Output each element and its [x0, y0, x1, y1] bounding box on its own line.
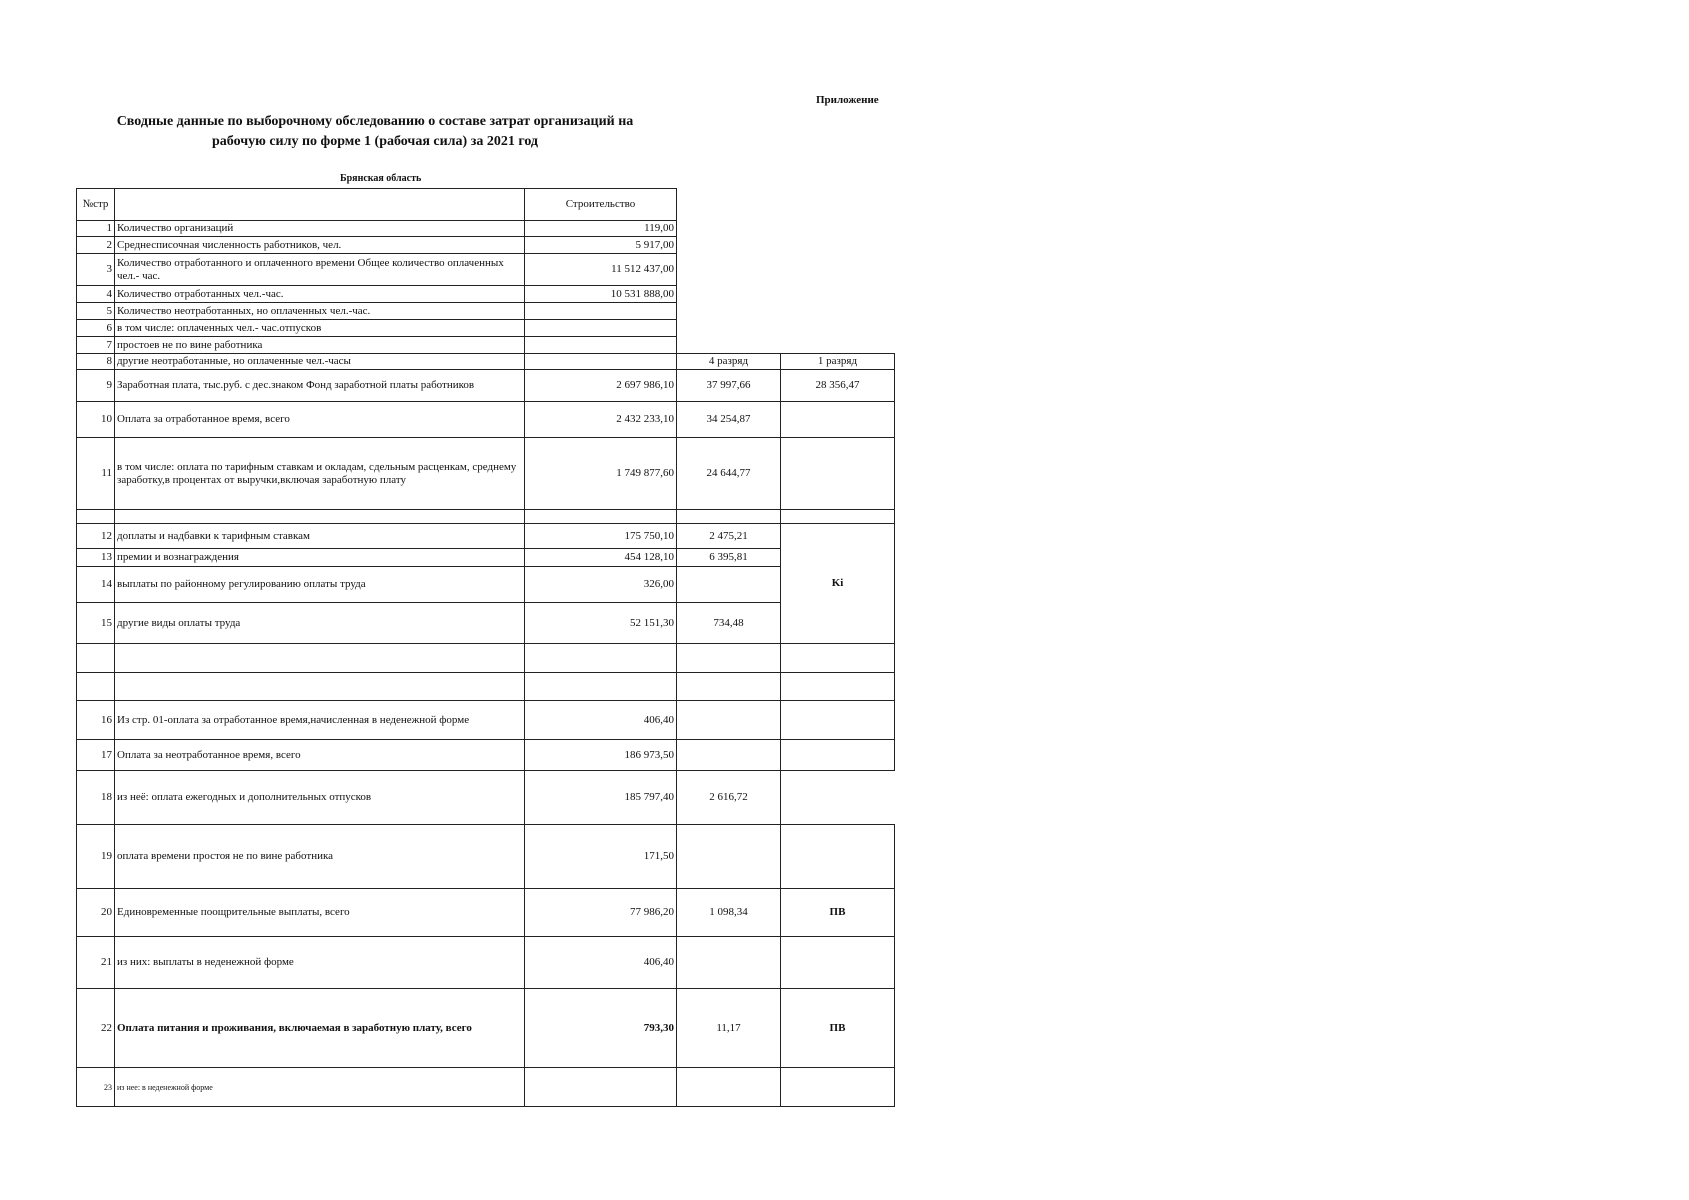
table-row: 9 Заработная плата, тыс.руб. с дес.знаком Фонд заработной платы работников 2 697 986,10 37 997,66 28 356,47 — [77, 370, 895, 402]
table-row: 21 из них: выплаты в неденежной форме 406,40 — [77, 937, 895, 989]
table-row: 4 Количество отработанных чел.-час. 10 531 888,00 — [77, 286, 895, 303]
header-indicator — [115, 189, 525, 221]
table-row: 1 Количество организаций 119,00 — [77, 221, 895, 237]
header-grade-4: 4 разряд — [677, 354, 781, 370]
table-row: 2 Среднесписочная численность работников, чел. 5 917,00 — [77, 237, 895, 254]
table-row: 22 Оплата питания и проживания, включаемая в заработную плату, всего 793,30 11,17 ПВ — [77, 989, 895, 1068]
table-row: 14 выплаты по районному регулированию оплаты труда 326,00 — [77, 567, 895, 603]
title-line-1: Сводные данные по выборочному обследованию о составе затрат организаций на — [116, 114, 634, 129]
header-row-number: №стр — [77, 189, 115, 221]
table-row: 11 в том числе: оплата по тарифным ставкам и окладам, сдельным расценкам, среднему заработку,в процентах от выручки,включая заработную плату 1 749 877,60 24 644,77 — [77, 438, 895, 510]
table-row: 13 премии и вознаграждения 454 128,10 6 395,81 — [77, 549, 895, 567]
table-row: 5 Количество неотработанных, но оплаченных чел.-час. — [77, 303, 895, 320]
table-row: 6 в том числе: оплаченных чел.- час.отпусков — [77, 320, 895, 337]
document-title — [80, 112, 670, 152]
region-label: Брянская область — [340, 173, 422, 184]
table-row-blank — [77, 673, 895, 701]
table-row: 16 Из стр. 01-оплата за отработанное время,начисленная в неденежной форме 406,40 — [77, 701, 895, 740]
appendix-label: Приложение — [816, 94, 879, 106]
table-row: 18 из неё: оплата ежегодных и дополнительных отпусков 185 797,40 2 616,72 — [77, 771, 895, 825]
summary-table — [76, 188, 895, 1107]
table-row: 19 оплата времени простоя не по вине работника 171,50 — [77, 825, 895, 889]
table-row: 17 Оплата за неотработанное время, всего 186 973,50 — [77, 740, 895, 771]
table-row-blank — [77, 644, 895, 673]
table-row: 10 Оплата за отработанное время, всего 2 432 233,10 34 254,87 — [77, 402, 895, 438]
table-row: 20 Единовременные поощрительные выплаты, всего 77 986,20 1 098,34 ПВ — [77, 889, 895, 937]
ki-cell: Ki — [781, 524, 895, 644]
table-row: 12 доплаты и надбавки к тарифным ставкам 175 750,10 2 475,21 Ki — [77, 524, 895, 549]
table-row: 8 другие неотработанные, но оплаченные чел.-часы 4 разряд 1 разряд — [77, 354, 895, 370]
table-row: 15 другие виды оплаты труда 52 151,30 734,48 — [77, 603, 895, 644]
table-row: 7 простоев не по вине работника — [77, 337, 895, 354]
table-row-blank — [77, 510, 895, 524]
header-grade-1: 1 разряд — [781, 354, 895, 370]
title-line-2: рабочую силу по форме 1 (рабочая сила) за 2021 год — [211, 134, 539, 149]
table-header-row — [77, 189, 895, 221]
table-row: 23 из нее: в неденежной форме — [77, 1068, 895, 1107]
header-construction: Строительство — [525, 189, 677, 221]
table-row: 3 Количество отработанного и оплаченного времени Общее количество оплаченных чел.- час. 11 512 437,00 — [77, 254, 895, 286]
